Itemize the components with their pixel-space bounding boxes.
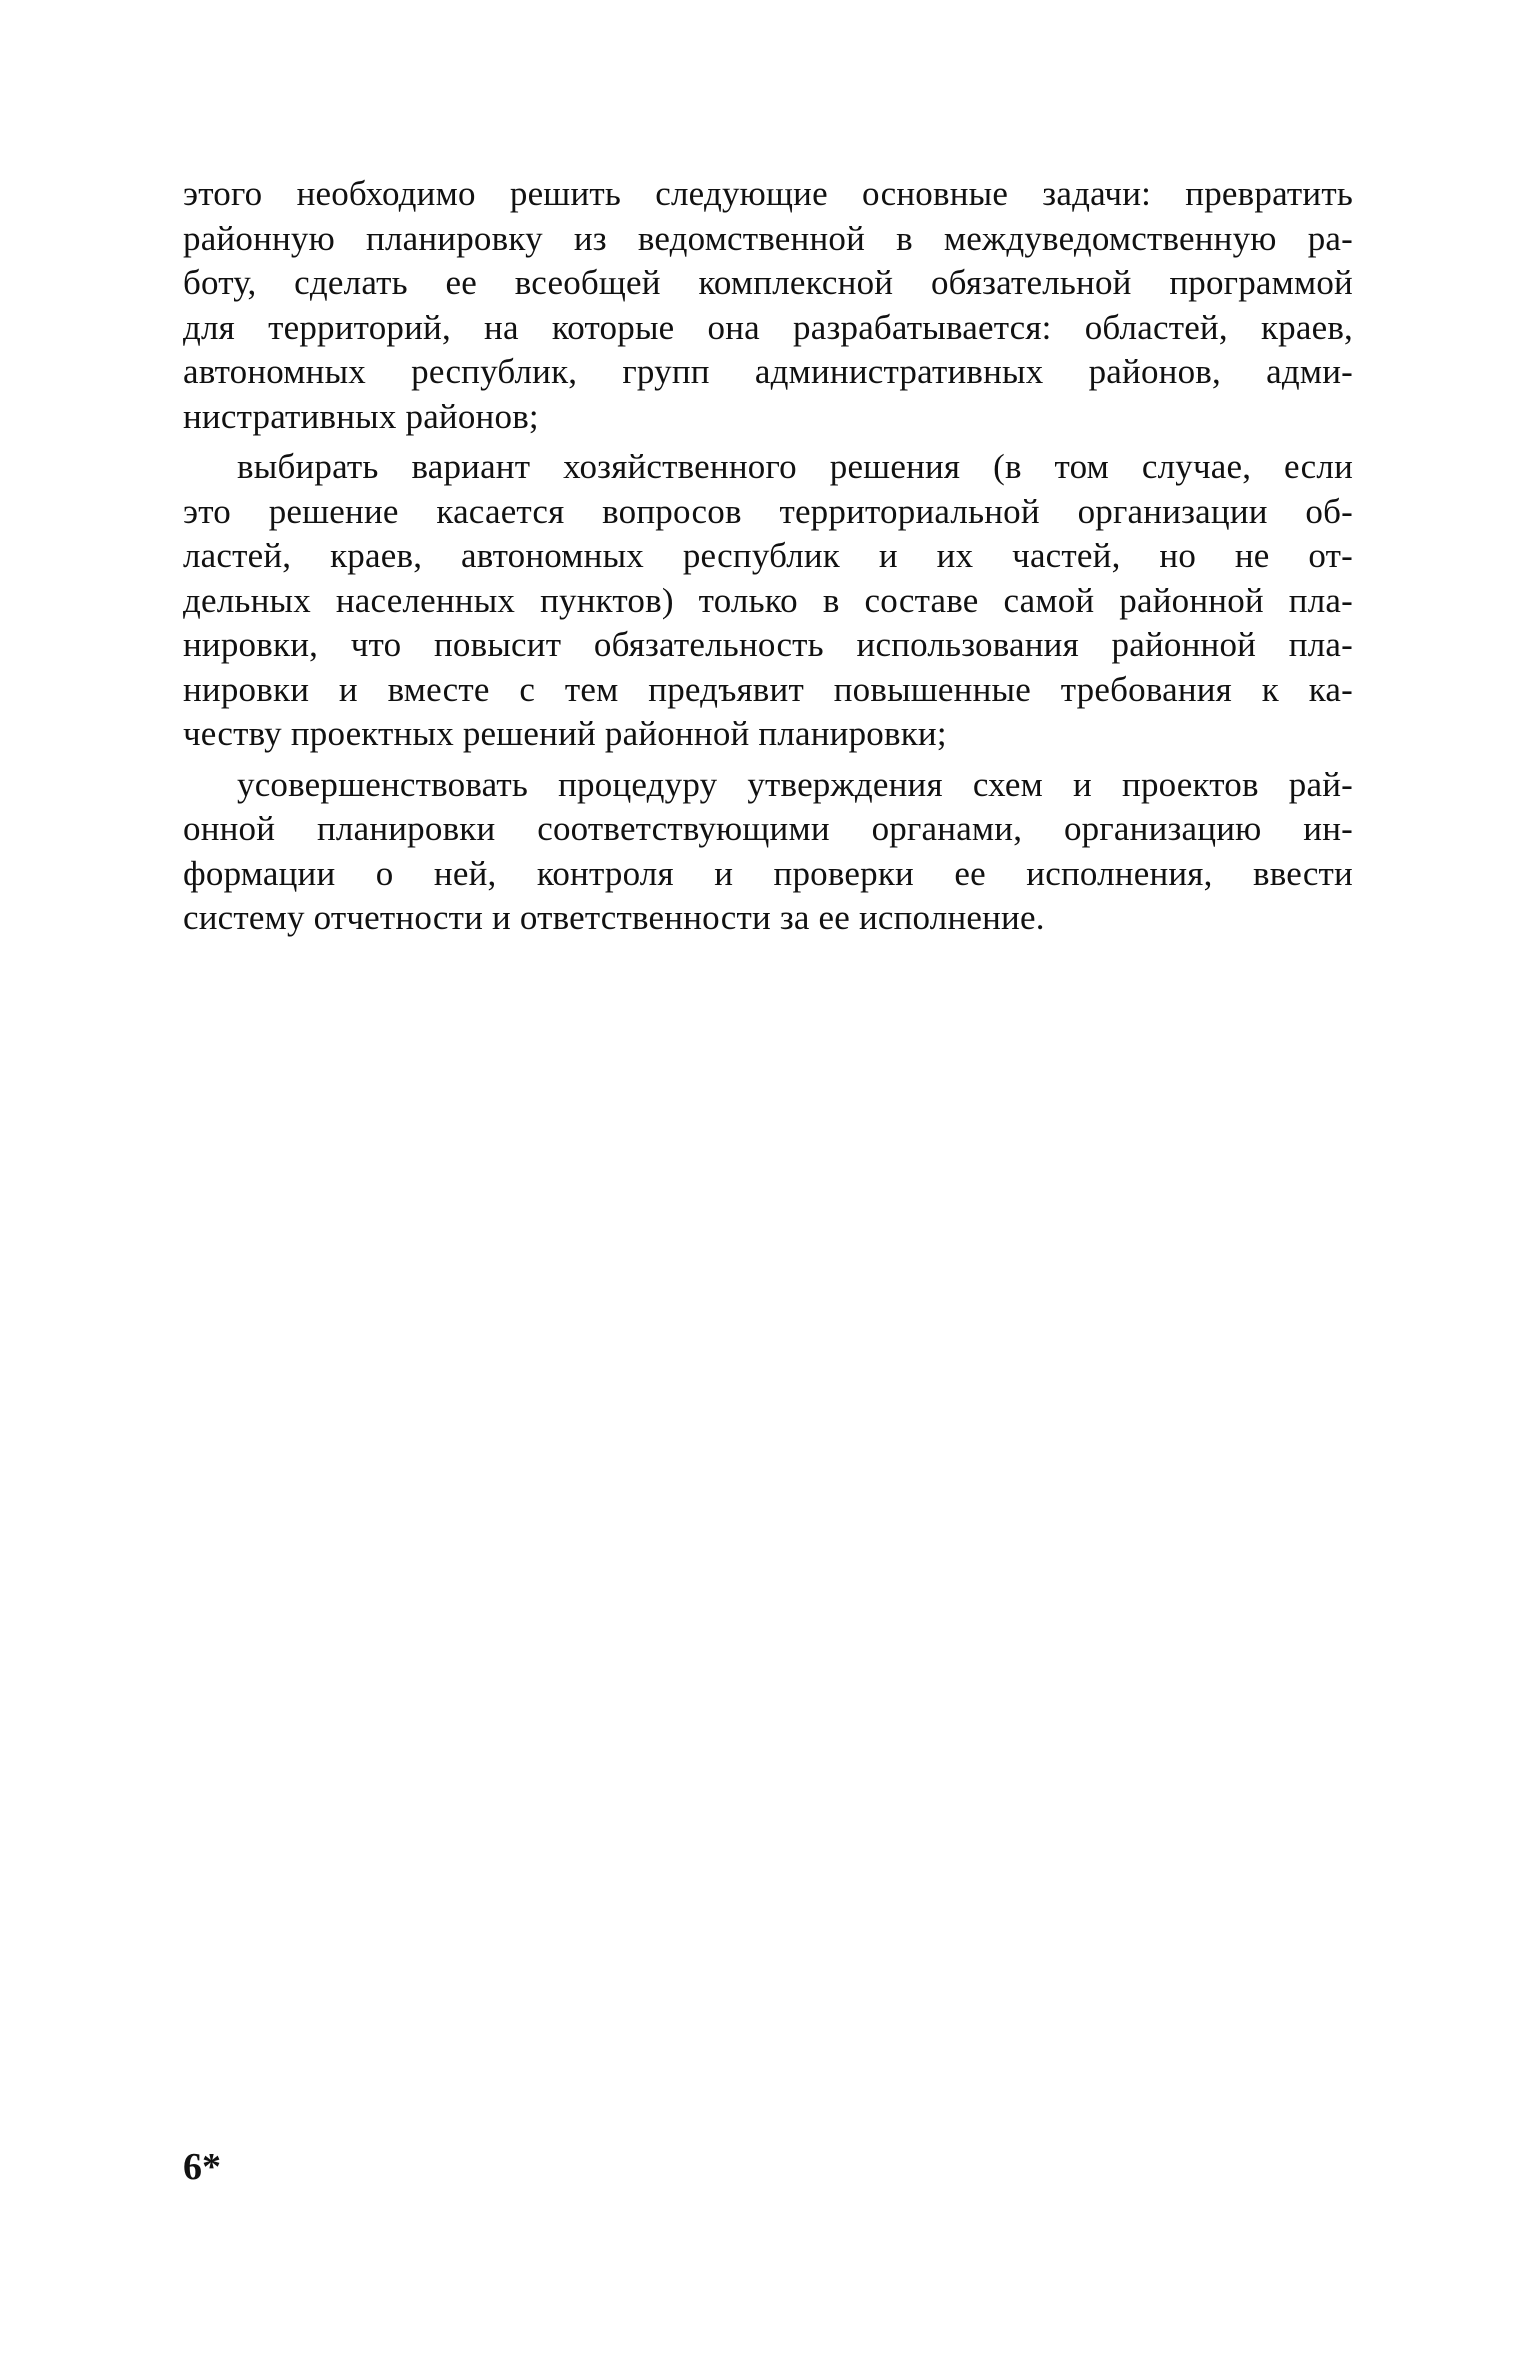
text-line: нистративных районов; — [183, 396, 539, 436]
text-line: онной планировки соответствующими органами, организацию ин- — [183, 809, 1353, 848]
text-line: нировки и вместе с тем предъявит повышенные требования к ка- — [183, 669, 1353, 709]
text-line: это решение касается вопросов территориальной организации об- — [183, 491, 1353, 531]
paragraph-1 — [183, 172, 1353, 439]
text-line: формации о ней, контроля и проверки ее исполнения, ввести — [183, 853, 1353, 893]
text-line: дельных населенных пунктов) только в составе самой районной пла- — [183, 580, 1353, 620]
text-line: для территорий, на которые она разрабатывается: областей, краев, — [183, 307, 1353, 347]
text-line: боту, сделать ее всеобщей комплексной обязательной программой — [183, 263, 1353, 302]
text-line: нировки, что повысит обязательность использования районной пла- — [183, 625, 1353, 664]
paragraph-3 — [183, 763, 1353, 941]
text-line: этого необходимо решить следующие основные задачи: превратить — [183, 174, 1353, 213]
text-line: усовершенствовать процедуру утверждения схем и проектов рай- — [237, 764, 1353, 804]
text-line: автономных республик, групп административных районов, адми- — [183, 352, 1353, 391]
page-number: 6* — [183, 2146, 221, 2188]
text-line: систему отчетности и ответственности за ее исполнение. — [183, 898, 1045, 937]
body-text — [183, 172, 1353, 947]
text-line: районную планировку из ведомственной в междуведомственную ра- — [183, 218, 1353, 258]
text-line: выбирать вариант хозяйственного решения (в том случае, если — [237, 447, 1353, 486]
text-line: ластей, краев, автономных республик и их частей, но не от- — [183, 536, 1353, 575]
paragraph-2 — [183, 445, 1353, 757]
text-line: честву проектных решений районной планировки; — [183, 714, 947, 753]
